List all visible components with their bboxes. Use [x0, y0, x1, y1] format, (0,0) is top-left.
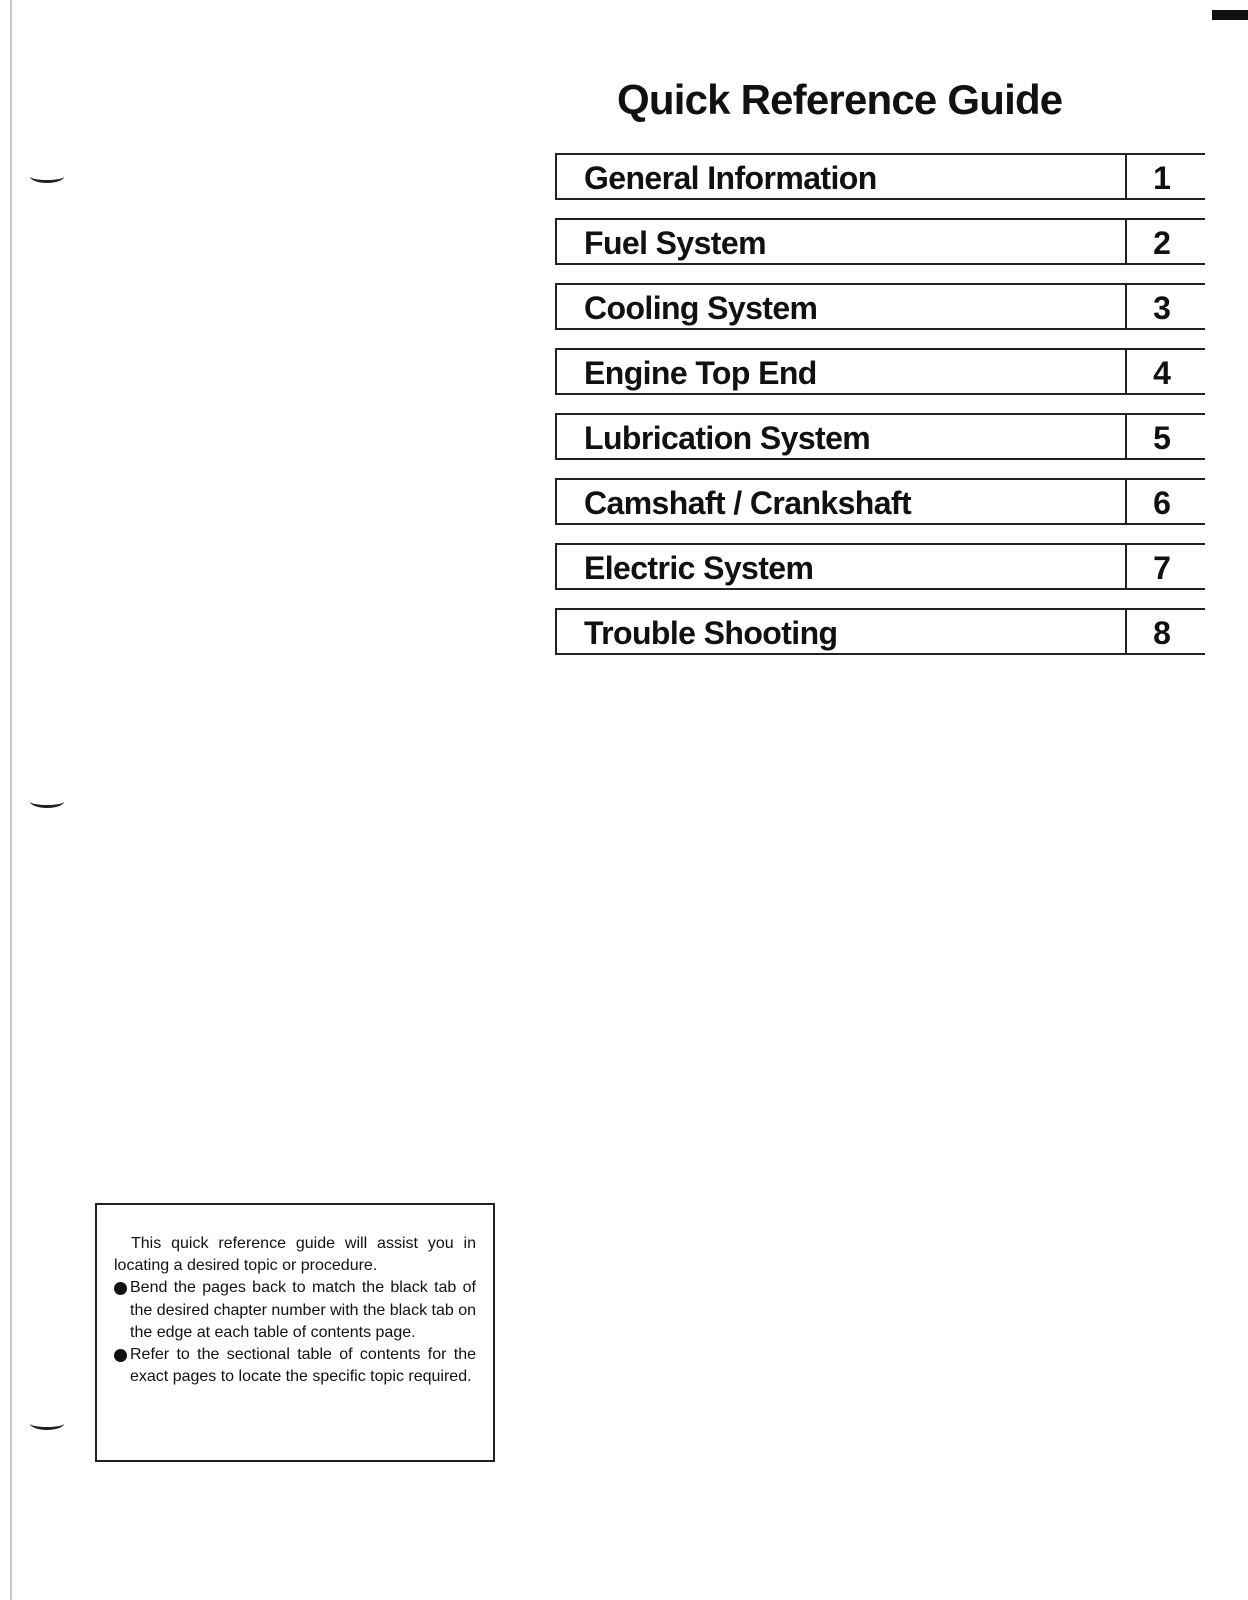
chapter-row[interactable]: [555, 283, 1205, 330]
chapter-number: 3: [1153, 290, 1171, 326]
chapter-list: [555, 153, 1205, 673]
chapter-name: Fuel System: [584, 225, 766, 261]
chapter-name: Trouble Shooting: [584, 615, 838, 651]
chapter-number: 6: [1153, 485, 1171, 521]
binder-hole-mark: [30, 795, 64, 808]
chapter-row[interactable]: [555, 218, 1205, 265]
chapter-name: Cooling System: [584, 290, 818, 326]
bullet-dot-icon: [114, 1349, 127, 1362]
chapter-name: General Information: [584, 160, 877, 196]
chapter-number: 1: [1153, 160, 1171, 196]
chapter-name: Lubrication System: [584, 420, 871, 456]
binder-hole-mark: [30, 1417, 64, 1430]
page-edge: [10, 0, 12, 1600]
chapter-name: Camshaft / Crankshaft: [584, 485, 912, 521]
chapter-row[interactable]: [555, 153, 1205, 200]
chapter-number: 4: [1153, 355, 1171, 391]
note-bullet: [114, 1277, 476, 1344]
chapter-number: 2: [1153, 225, 1171, 261]
chapter-row[interactable]: [555, 413, 1205, 460]
note-bullet-text: Bend the pages back to match the black tab of the desired chapter number with the black tab on the edge at each table of contents page.: [130, 1279, 476, 1341]
usage-note-box: [95, 1203, 495, 1462]
bullet-dot-icon: [114, 1282, 127, 1295]
binder-hole-mark: [30, 170, 64, 183]
page-title: Quick Reference Guide: [617, 76, 1063, 123]
note-intro: This quick reference guide will assist you in locating a desired topic or procedure.: [114, 1235, 476, 1275]
chapter-row[interactable]: [555, 543, 1205, 590]
chapter-row[interactable]: [555, 608, 1205, 655]
chapter-name: Engine Top End: [584, 355, 817, 391]
chapter-number: 5: [1153, 420, 1171, 456]
note-bullet-text: Refer to the sectional table of contents for the exact pages to locate the specific topic required.: [130, 1346, 476, 1386]
chapter-row[interactable]: [555, 348, 1205, 395]
black-edge-tab: [1212, 10, 1248, 20]
note-bullet: [114, 1344, 476, 1388]
chapter-number: 8: [1153, 615, 1171, 651]
chapter-row[interactable]: [555, 478, 1205, 525]
chapter-number: 7: [1153, 550, 1171, 586]
chapter-name: Electric System: [584, 550, 814, 586]
